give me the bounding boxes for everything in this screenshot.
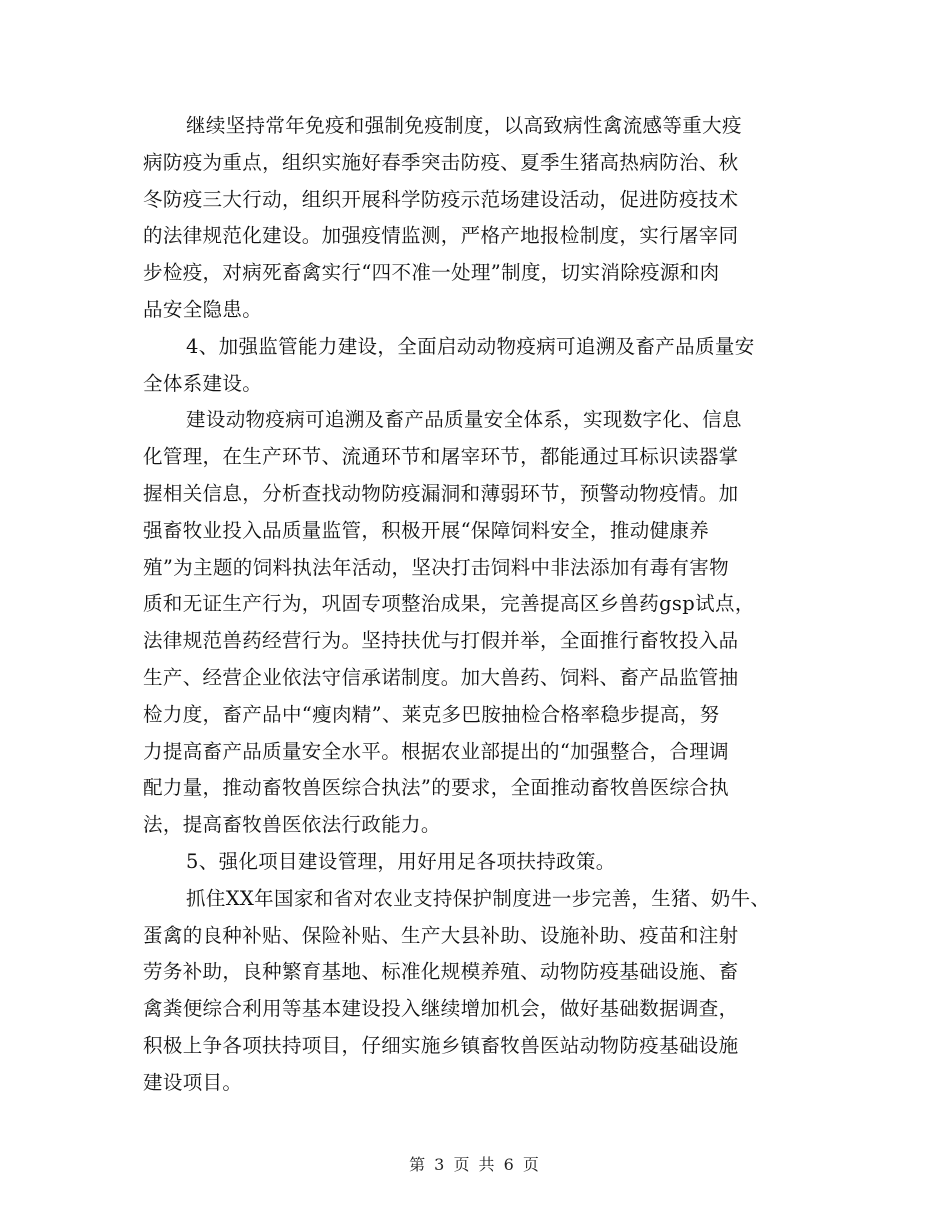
text-line: 步检疫，对病死畜禽实行“四不准一处理”制度，切实消除疫源和肉 [143, 261, 720, 285]
text-line: 继续坚持常年免疫和强制免疫制度，以高致病性禽流感等重大疫 [186, 114, 742, 137]
paragraph-support-policies [143, 881, 823, 1102]
text-line: 品安全隐患。 [143, 297, 263, 321]
text-line: 4、加强监管能力建设，全面启动动物疫病可追溯及畜产品质量安 [186, 334, 755, 358]
text-line: 力提高畜产品质量安全水平。根据农业部提出的“加强整合，合理调 [143, 739, 729, 763]
text-line: 法律规范兽药经营行为。坚持扶优与打假并举，全面推行畜牧投入品 [143, 629, 739, 653]
text-line: 握相关信息，分析查找动物防疫漏洞和薄弱环节，预警动物疫情。加 [143, 481, 739, 505]
text-line: 生产、经营企业依法守信承诺制度。加大兽药、饲料、畜产品监管抽 [143, 665, 739, 689]
text-line: 质和无证生产行为，巩固专项整治成果，完善提高区乡兽药gsp试点， [143, 592, 755, 616]
text-line: 病防疫为重点，组织实施好春季突击防疫、夏季生猪高热病防治、秋 [143, 150, 739, 174]
text-line: 劳务补助，良种繁育基地、标准化规模养殖、动物防疫基础设施、畜 [143, 960, 739, 984]
text-line: 抓住XX年国家和省对农业支持保护制度进一步完善，生猪、奶牛、 [186, 886, 771, 910]
heading-item-5 [143, 844, 823, 881]
text-line: 积极上争各项扶持项目，仔细实施乡镇畜牧兽医站动物防疫基础设施 [143, 1033, 739, 1057]
text-line: 化管理，在生产环节、流通环节和屠宰环节，都能通过耳标识读器掌 [143, 445, 739, 469]
text-line: 配力量，推动畜牧兽医综合执法”的要求，全面推动畜牧兽医综合执 [143, 776, 729, 800]
heading-item-4 [143, 329, 823, 403]
text-line: 殖”为主题的饲料执法年活动，坚决打击饲料中非法添加有毒有害物 [143, 555, 729, 579]
text-line: 蛋禽的良种补贴、保险补贴、生产大县补助、设施补助、疫苗和注射 [143, 923, 739, 947]
document-body [143, 108, 823, 1102]
text-line: 检力度，畜产品中“瘦肉精”、莱克多巴胺抽检合格率稳步提高，努 [143, 702, 720, 726]
text-line: 冬防疫三大行动，组织开展科学防疫示范场建设活动，促进防疫技术 [143, 187, 739, 211]
paragraph-epidemic-prevention [143, 108, 823, 329]
text-line: 5、强化项目建设管理，用好用足各项扶持政策。 [186, 849, 616, 873]
text-line: 的法律规范化建设。加强疫情监测，严格产地报检制度，实行屠宰同 [143, 224, 739, 248]
text-line: 法，提高畜牧兽医依法行政能力。 [143, 813, 441, 837]
text-line: 强畜牧业投入品质量监管，积极开展“保障饲料安全，推动健康养 [143, 518, 710, 542]
text-line: 禽粪便综合利用等基本建设投入继续增加机会，做好基础数据调查， [143, 997, 739, 1021]
paragraph-traceability-system [143, 402, 823, 844]
text-line: 建设项目。 [143, 1070, 243, 1094]
text-line: 建设动物疫病可追溯及畜产品质量安全体系，实现数字化、信息 [186, 408, 742, 432]
text-line: 全体系建设。 [143, 371, 263, 395]
page-number-footer: 第 3 页 共 6 页 [409, 1155, 541, 1174]
